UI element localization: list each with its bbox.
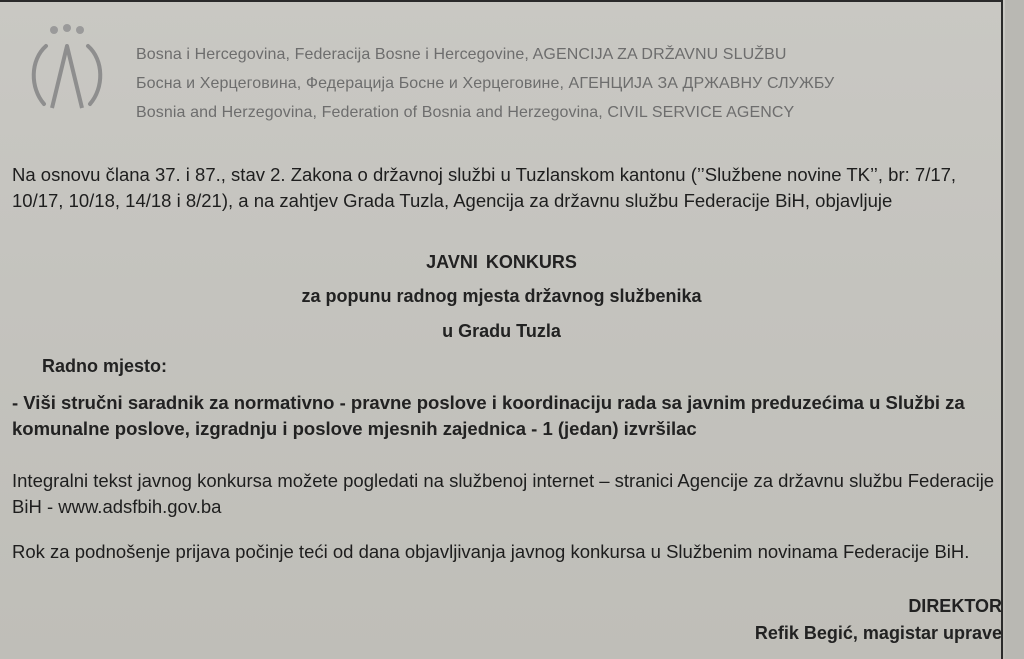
agency-line-cyrillic: Босна и Херцеговина, Федерација Босне и Херцеговине, АГЕНЦИЈА ЗА ДРЖАВНУ СЛУЖБУ [136, 75, 835, 92]
signature-name: Refik Begić, magistar uprave [754, 623, 1002, 643]
position-label: Radno mjesto: [42, 356, 168, 376]
notice-location: u Gradu Tuzla [442, 321, 561, 341]
agency-logo-icon [26, 24, 108, 128]
deadline-paragraph: Rok za podnošenje prijava počinje teći od dana objavljivanja javnog konkursa u Službenim novinama Federacije BiH. [12, 541, 970, 562]
signature-role: DIREKTOR [908, 596, 1002, 616]
agency-line-english: Bosnia and Herzegovina, Federation of Bosnia and Herzegovina, CIVIL SERVICE AGENCY [136, 104, 795, 121]
notice-title: JAVNI KONKURS [426, 252, 577, 272]
agency-header [136, 40, 976, 127]
agency-line-latin: Bosna i Hercegovina, Federacija Bosne i Hercegovine, AGENCIJA ZA DRŽAVNU SLUŽBU [136, 46, 787, 63]
adjacent-column-edge [1005, 0, 1024, 659]
position-description: - Viši stručni saradnik za normativno - pravne poslove i koordinaciju rada sa javnim preduzećima u Službi za komunalne poslove, izgradnju i poslove mjesnih zajednica - 1 (jedan) izvršilac [12, 392, 965, 439]
integral-text-paragraph: Integralni tekst javnog konkursa možete pogledati na službenoj internet – stranici Agencije za državnu službu Federacije BiH - www.adsfbih.gov.ba [12, 470, 995, 517]
notice-subtitle: za popunu radnog mjesta državnog službenika [301, 286, 702, 306]
intro-paragraph: Na osnovu člana 37. i 87., stav 2. Zakona o državnoj službi u Tuzlanskom kantonu (’’Službene novine TK’’, br: 7/17, 10/17, 10/18, 14/18 i 8/21), a na zahtjev Grada Tuzla, Agencija za državnu službu Federacije BiH, objavljuje [12, 164, 957, 211]
